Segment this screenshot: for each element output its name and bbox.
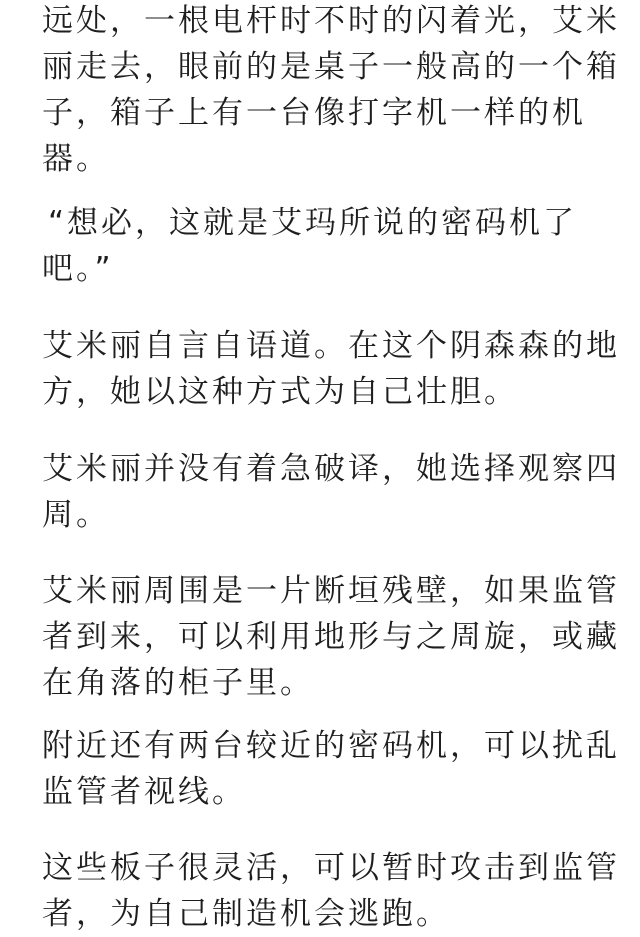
- text-line: 周。: [42, 497, 110, 533]
- text-line: 器。: [42, 141, 110, 177]
- paragraph-3: [42, 323, 620, 415]
- text-line: 在角落的柜子里。: [42, 665, 314, 701]
- text-line: 远处，一根电杆时不时的闪着光，艾米: [42, 3, 620, 39]
- paragraph-2: [42, 200, 602, 292]
- text-line: 方，她以这种方式为自己壮胆。: [42, 374, 518, 410]
- paragraph-6: [42, 723, 620, 815]
- text-line: 艾米丽自言自语道。在这个阴森森的地: [42, 328, 620, 364]
- text-line: 丽走去，眼前的是桌子一般高的一个箱: [42, 49, 620, 85]
- paragraph-1: [42, 0, 620, 182]
- paragraph-4: [42, 446, 620, 538]
- text-line: 监管者视线。: [42, 774, 246, 810]
- text-line: 者到来，可以利用地形与之周旋，或藏: [42, 619, 620, 655]
- text-line: 艾米丽周围是一片断垣残壁，如果监管: [42, 573, 620, 609]
- paragraph-5: [42, 568, 620, 706]
- text-line: 艾米丽并没有着急破译，她选择观察四: [42, 451, 620, 487]
- paragraph-7: [42, 845, 620, 937]
- text-line: 吧。”: [42, 251, 114, 287]
- text-line: 这些板子很灵活，可以暂时攻击到监管: [42, 850, 620, 886]
- text-line: 者，为自己制造机会逃跑。: [42, 896, 450, 932]
- text-line: “想必，这就是艾玛所说的密码机了: [48, 205, 578, 241]
- text-line: 子，箱子上有一台像打字机一样的机: [42, 95, 586, 131]
- text-line: 附近还有两台较近的密码机，可以扰乱: [42, 728, 620, 764]
